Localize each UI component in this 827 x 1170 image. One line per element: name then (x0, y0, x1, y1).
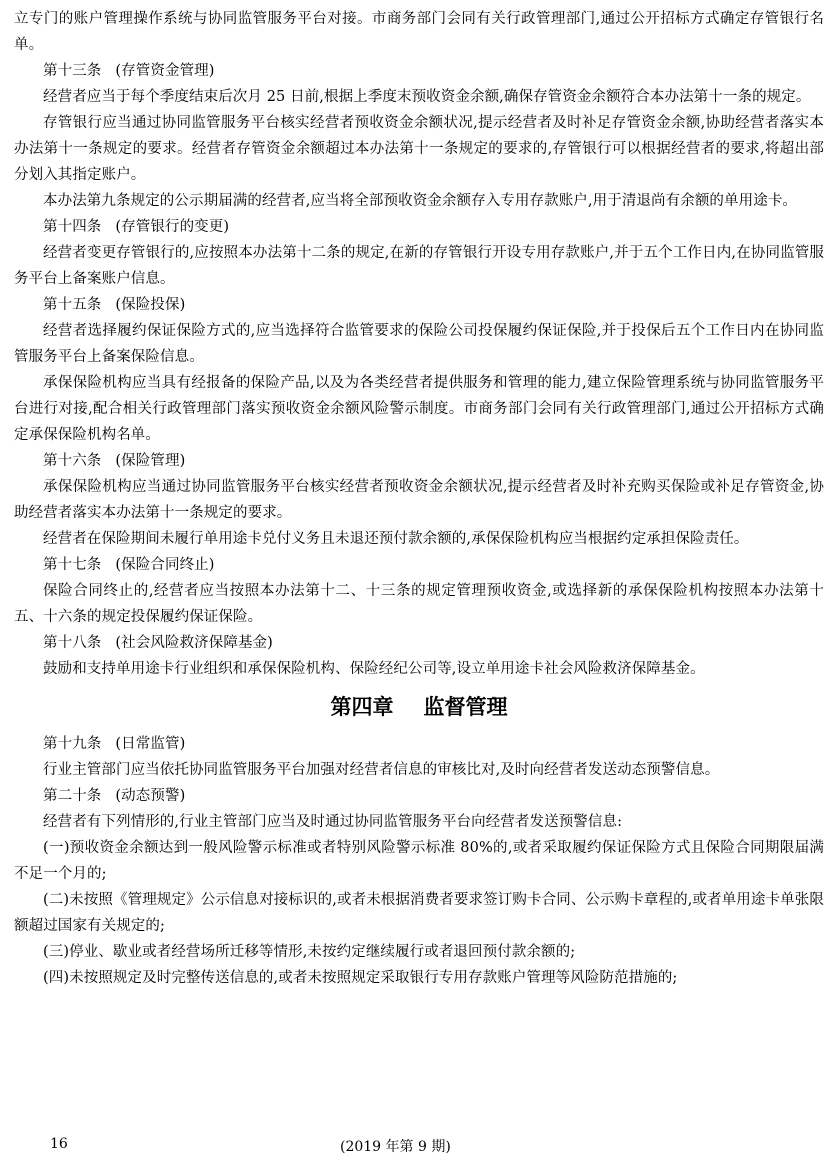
paragraph: 经营者在保险期间未履行单用途卡兑付义务且未退还预付款余额的,承保保险机构应当根据约定承担保险责任。 (43, 531, 749, 547)
article-title: (社会风险救济保障基金) (115, 635, 273, 651)
article-number: 第十七条 (43, 557, 102, 573)
paragraph: 立专门的账户管理操作系统与协同监管服务平台对接。市商务部门会同有关行政管理部门,通过公开招标方式确定存管银行名单。 (14, 11, 824, 53)
article-number: 第十八条 (43, 635, 102, 651)
article-title: (存管资金管理) (115, 63, 215, 79)
article-title: (保险合同终止) (115, 557, 215, 573)
chapter-heading (14, 691, 824, 723)
article-heading (14, 731, 824, 757)
issue-label: (2019 年第 9 期) (340, 1139, 451, 1155)
paragraph: 鼓励和支持单用途卡行业组织和承保保险机构、保险经纪公司等,设立单用途卡社会风险救济保障基金。 (43, 661, 705, 677)
article-heading (14, 448, 824, 474)
article-body (14, 6, 824, 991)
list-item: (二)未按照《管理规定》公示信息对接标识的,或者未根据消费者要求签订购卡合同、公示购卡章程的,或者单用途卡单张限额超过国家有关规定的; (14, 892, 824, 934)
page-number: 16 (50, 1136, 68, 1152)
paragraph: 经营者选择履约保证保险方式的,应当选择符合监管要求的保险公司投保履约保证保险,并于投保后五个工作日内在协同监管服务平台上备案保险信息。 (14, 323, 824, 365)
paragraph: 本办法第九条规定的公示期届满的经营者,应当将全部预收资金余额存入专用存款账户,用于清退尚有余额的单用途卡。 (43, 193, 798, 209)
list-item: (三)停业、歇业或者经营场所迁移等情形,未按约定继续履行或者退回预付款余额的; (43, 944, 576, 960)
paragraph: 保险合同终止的,经营者应当按照本办法第十二、十三条的规定管理预收资金,或选择新的承保保险机构按照本办法第十五、十六条的规定投保履约保证保险。 (14, 583, 824, 625)
paragraph: 经营者有下列情形的,行业主管部门应当及时通过协同监管服务平台向经营者发送预警信息: (43, 814, 623, 830)
paragraph: 行业主管部门应当依托协同监管服务平台加强对经营者信息的审核比对,及时向经营者发送动态预警信息。 (43, 762, 720, 778)
paragraph: 承保保险机构应当通过协同监管服务平台核实经营者预收资金余额状况,提示经营者及时补充购买保险或补足存管资金,协助经营者落实本办法第十一条规定的要求。 (14, 479, 824, 521)
paragraph: 经营者变更存管银行的,应按照本办法第十二条的规定,在新的存管银行开设专用存款账户,并于五个工作日内,在协同监管服务平台上备案账户信息。 (14, 245, 824, 287)
article-number: 第十六条 (43, 453, 102, 469)
article-heading (14, 292, 824, 318)
paragraph: 经营者应当于每个季度结束后次月 25 日前,根据上季度末预收资金余额,确保存管资金余额符合本办法第十一条的规定。 (43, 89, 811, 105)
list-item: (四)未按照规定及时完整传送信息的,或者未按照规定采取银行专用存款账户管理等风险防范措施的; (43, 970, 678, 986)
article-number: 第十九条 (43, 736, 102, 752)
article-title: (保险管理) (115, 453, 186, 469)
chapter-number: 第四章 (330, 695, 394, 719)
article-heading (14, 58, 824, 84)
article-heading (14, 630, 824, 656)
article-heading (14, 783, 824, 809)
article-number: 第十三条 (43, 63, 102, 79)
chapter-title: 监督管理 (423, 695, 508, 719)
list-item: (一)预收资金余额达到一般风险警示标准或者特别风险警示标准 80%的,或者采取履约保证保险方式且保险合同期限届满不足一个月的; (14, 840, 824, 882)
article-title: (保险投保) (115, 297, 186, 313)
article-title: (动态预警) (115, 788, 186, 804)
article-number: 第十五条 (43, 297, 102, 313)
article-heading (14, 214, 824, 240)
article-number: 第十四条 (43, 219, 102, 235)
article-heading (14, 552, 824, 578)
article-number: 第二十条 (43, 788, 102, 804)
paragraph: 承保保险机构应当具有经报备的保险产品,以及为各类经营者提供服务和管理的能力,建立保险管理系统与协同监管服务平台进行对接,配合相关行政管理部门落实预收资金余额风险警示制度。市商务部门会同有关行政管理部门,通过公开招标方式确定承保保险机构名单。 (14, 375, 824, 443)
paragraph: 存管银行应当通过协同监管服务平台核实经营者预收资金余额状况,提示经营者及时补足存管资金余额,协助经营者落实本办法第十一条规定的要求。经营者存管资金余额超过本办法第十一条规定的要求的,存管银行可以根据经营者的要求,将超出部分划入其指定账户。 (14, 115, 824, 183)
article-title: (存管银行的变更) (115, 219, 230, 235)
article-title: (日常监管) (115, 736, 186, 752)
